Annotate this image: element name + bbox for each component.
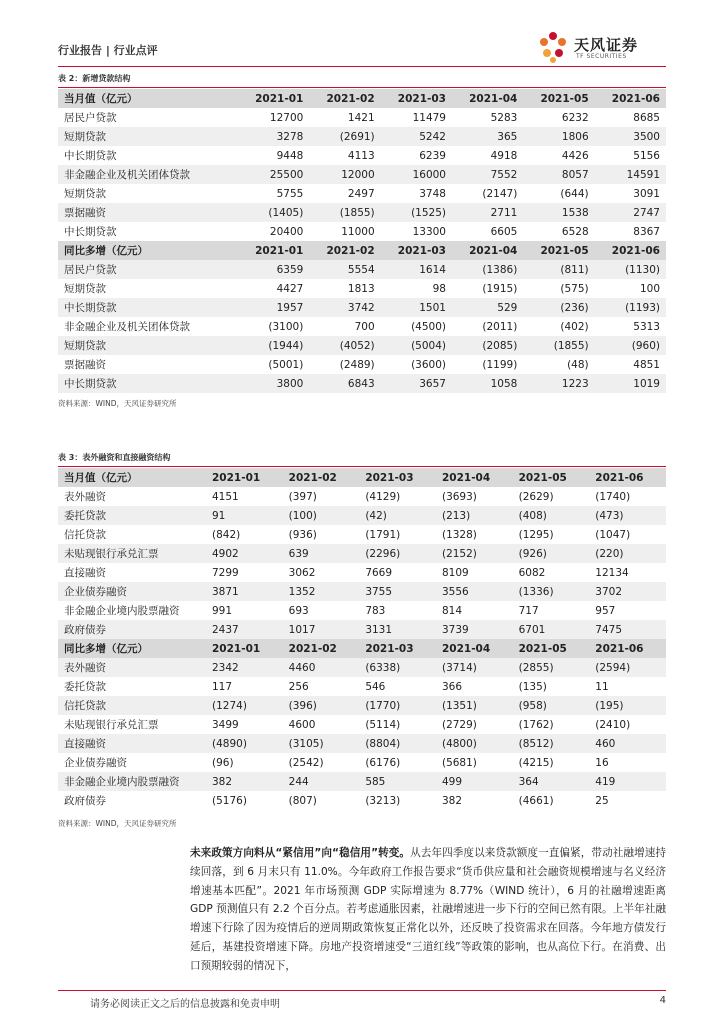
table-cell: (2855) <box>513 658 590 677</box>
table-row <box>58 677 666 696</box>
table-cell: 6528 <box>561 225 589 238</box>
table-cell: (1351) <box>436 696 513 715</box>
page-number: 4 <box>659 995 666 1006</box>
table-cell: (811) <box>523 260 594 279</box>
table-cell: (408) <box>513 506 590 525</box>
table-cell: (402) <box>560 320 589 333</box>
table-cell: (4500) <box>411 320 446 333</box>
table-cell: (4800) <box>436 734 513 753</box>
row-label: 短期贷款 <box>58 336 238 355</box>
table-cell: (3100) <box>268 320 304 333</box>
table-cell: (1915) <box>482 282 518 295</box>
table-cell: (1274) <box>206 696 283 715</box>
table-cell: 12134 <box>595 566 629 579</box>
table-cell: (236) <box>523 298 594 317</box>
table-cell: (5176) <box>212 794 247 807</box>
table-cell: 382 <box>206 772 283 791</box>
table-cell: 244 <box>283 772 360 791</box>
table-cell: 1352 <box>283 582 360 601</box>
table-cell: 3739 <box>436 620 513 639</box>
table-cell: (3105) <box>283 734 360 753</box>
table-cell: 5283 <box>490 111 518 124</box>
table-cell: (1295) <box>518 528 554 541</box>
table-cell: (2296) <box>359 544 436 563</box>
table-row <box>58 582 666 601</box>
table-cell: 4918 <box>490 149 518 162</box>
body-paragraph <box>190 844 666 976</box>
row-label: 信托贷款 <box>58 696 206 715</box>
table-cell: 11479 <box>412 111 446 124</box>
table2-source: 资料来源：WIND，天风证券研究所 <box>58 399 177 408</box>
table-cell: 5242 <box>381 127 452 146</box>
disclaimer-note: 请务必阅读正文之后的信息披露和免责申明 <box>90 999 280 1010</box>
table-cell: 98 <box>432 282 446 295</box>
table-cell: 3062 <box>288 566 316 579</box>
table-cell: 365 <box>452 127 523 146</box>
row-label: 未贴现银行承兑汇票 <box>64 719 159 731</box>
table3-top-rule <box>58 466 666 467</box>
table-cell: 3556 <box>436 582 513 601</box>
column-header: 2021-06 <box>589 468 666 487</box>
table-cell: 419 <box>589 772 666 791</box>
table-cell: 14591 <box>595 165 666 184</box>
table-cell: (4661) <box>518 794 554 807</box>
table-cell: 499 <box>436 772 513 791</box>
table-cell: 117 <box>212 680 233 693</box>
logo-subtitle: TF SECURITIES <box>576 53 627 60</box>
table-cell: (5114) <box>365 718 401 731</box>
table-row <box>58 336 666 355</box>
table-cell: (195) <box>589 696 666 715</box>
table-row <box>58 146 666 165</box>
table-cell: 693 <box>288 604 309 617</box>
table-row <box>58 108 666 127</box>
column-header: 2021-04 <box>452 89 523 108</box>
table-cell: (96) <box>212 756 234 769</box>
table-cell: (1855) <box>309 203 380 222</box>
table-cell: (5681) <box>441 756 477 769</box>
row-label: 非金融企业境内股票融资 <box>58 772 206 791</box>
table-cell: (4890) <box>206 734 283 753</box>
table-row <box>58 355 666 374</box>
table-cell: 3131 <box>359 620 436 639</box>
table-cell: 11000 <box>341 225 375 238</box>
table-cell: 7669 <box>365 566 393 579</box>
table-cell: (48) <box>567 358 589 371</box>
table-cell: 3742 <box>309 298 380 317</box>
table-cell: 100 <box>639 282 660 295</box>
row-label: 非金融企业境内股票融资 <box>64 605 180 617</box>
table-cell: 957 <box>595 604 616 617</box>
column-header: 2021-02 <box>283 639 360 658</box>
table-cell: (2011) <box>482 320 518 333</box>
table-cell: 1223 <box>523 374 594 393</box>
column-header: 2021-02 <box>309 241 380 260</box>
row-label: 企业债券融资 <box>58 582 206 601</box>
column-header: 2021-06 <box>589 639 666 658</box>
column-header: 2021-03 <box>359 468 436 487</box>
table-cell: (2489) <box>339 358 375 371</box>
row-label: 非金融企业及机关团体贷款 <box>64 321 190 333</box>
table-cell: (4215) <box>518 756 554 769</box>
table-cell: (2629) <box>518 490 554 503</box>
table-cell: 4600 <box>288 718 316 731</box>
table-row <box>58 772 666 791</box>
table-cell: 814 <box>441 604 463 617</box>
table-cell: 16000 <box>381 165 452 184</box>
table-cell: (4052) <box>309 336 380 355</box>
table-cell: (2152) <box>436 544 513 563</box>
column-header: 2021-05 <box>523 89 594 108</box>
row-label: 中长期贷款 <box>64 226 117 238</box>
table-cell: 7552 <box>452 165 523 184</box>
table-row <box>58 487 666 506</box>
table-cell: (42) <box>359 506 436 525</box>
paragraph-text: 从去年四季度以来贷款额度一直偏紧，带动社融增速持续回落，到 6 月末只有 11.0%。今年政府工作报告要求“货币供应量和社会融资规模增速与名义经济增速基本匹配”。2021 年市场预测 GDP 实际增速为 8.77%（WIND 统计），6 月的社融增速距离 GDP 预测值只有 2.2 个百分点。若考虑通胀因素，社融增速进一步下行的空间已然有限。上半年社融增速下行除了因为疫情后的逆周期政策恢复正常化以外，还反映了投资需求在回落。今年地方债发行延后，基建投资增速下降。房地产投资增速受“三道红线”等政策的影响，也从高位下行。在消费、出口预期较弱的情况下， <box>190 847 666 972</box>
column-header: 2021-03 <box>381 241 452 260</box>
table-row <box>58 601 666 620</box>
table-cell: (5004) <box>381 336 452 355</box>
table-cell: 1538 <box>523 203 594 222</box>
table-row <box>58 753 666 772</box>
table-cell: (6338) <box>359 658 436 677</box>
table-row <box>58 525 666 544</box>
table-cell: 4851 <box>633 358 660 371</box>
table-row <box>58 127 666 146</box>
table-row <box>58 298 666 317</box>
row-label: 短期贷款 <box>64 188 106 200</box>
table-cell: 7299 <box>212 566 239 579</box>
table-cell: (3213) <box>365 794 401 807</box>
table-row <box>58 203 666 222</box>
table-cell: 4460 <box>283 658 360 677</box>
row-label: 信托贷款 <box>64 529 106 541</box>
table-cell: (8512) <box>513 734 590 753</box>
row-label: 政府债券 <box>58 620 206 639</box>
table-cell: 3748 <box>419 187 446 200</box>
table-cell: (1770) <box>359 696 436 715</box>
table-cell: 25 <box>595 794 609 807</box>
table-cell: 1019 <box>595 374 666 393</box>
table-cell: 700 <box>354 320 375 333</box>
row-label: 票据融资 <box>64 359 106 371</box>
table-cell: 529 <box>452 298 523 317</box>
table-cell: 585 <box>359 772 436 791</box>
column-header: 2021-01 <box>238 241 309 260</box>
table-cell: 5755 <box>276 187 304 200</box>
table-row <box>58 544 666 563</box>
paragraph-lead: 未来政策方向料从“紧信用”向“稳信用”转变。 <box>190 847 411 859</box>
table-cell: (1386) <box>452 260 523 279</box>
table-cell: 6232 <box>561 111 589 124</box>
column-header: 2021-03 <box>381 89 452 108</box>
table-row <box>58 620 666 639</box>
table-cell: 12000 <box>309 165 380 184</box>
table-row <box>58 374 666 393</box>
row-label: 中长期贷款 <box>58 298 238 317</box>
table-cell: (4129) <box>365 490 401 503</box>
table-cell: (958) <box>513 696 590 715</box>
table-cell: 3657 <box>381 374 452 393</box>
row-label: 当月值（亿元） <box>58 89 238 108</box>
table-cell: (842) <box>212 528 241 541</box>
column-header: 2021-03 <box>359 639 436 658</box>
logo <box>536 30 666 64</box>
column-header: 2021-04 <box>452 241 523 260</box>
table3-source: 资料来源：WIND，天风证券研究所 <box>58 819 177 828</box>
table-cell: 3755 <box>359 582 436 601</box>
table-cell: 8109 <box>441 566 469 579</box>
table-cell: 8057 <box>523 165 594 184</box>
table-cell: (3600) <box>411 358 446 371</box>
column-header: 2021-04 <box>436 468 513 487</box>
table-cell: 717 <box>518 604 539 617</box>
table-cell: 1806 <box>523 127 594 146</box>
table-cell: (220) <box>589 544 666 563</box>
table-cell: (3693) <box>441 490 477 503</box>
breadcrumb: 行业报告 | 行业点评 <box>58 44 158 57</box>
table-header-row <box>58 241 666 260</box>
row-label: 当月值（亿元） <box>58 468 206 487</box>
table-cell: (1328) <box>441 528 477 541</box>
table-cell: 5554 <box>309 260 380 279</box>
table-cell: 3091 <box>633 187 660 200</box>
column-header: 2021-05 <box>513 468 590 487</box>
row-label: 委托贷款 <box>58 506 206 525</box>
table-row <box>58 696 666 715</box>
table-cell: 4902 <box>206 544 283 563</box>
table-cell: (644) <box>560 187 589 200</box>
table-cell: (2542) <box>288 756 324 769</box>
table-cell: 1058 <box>452 374 523 393</box>
table-cell: (926) <box>513 544 590 563</box>
table-cell: 4426 <box>561 149 589 162</box>
row-label: 票据融资 <box>58 203 238 222</box>
table-cell: (1855) <box>523 336 594 355</box>
table-cell: (2147) <box>482 187 518 200</box>
table-row <box>58 734 666 753</box>
table-cell: (396) <box>283 696 360 715</box>
table-cell: (807) <box>288 794 317 807</box>
table-cell: (1199) <box>482 358 518 371</box>
table-cell: (1944) <box>238 336 309 355</box>
table-cell: 6359 <box>238 260 309 279</box>
row-label: 直接融资 <box>64 567 106 579</box>
table-cell: (2594) <box>589 658 666 677</box>
table-cell: (1047) <box>595 528 631 541</box>
table-cell: 13300 <box>412 225 446 238</box>
table-cell: 366 <box>441 680 463 693</box>
row-label: 政府债券 <box>64 795 106 807</box>
table-cell: 6239 <box>419 149 446 162</box>
table-cell: (2691) <box>309 127 380 146</box>
table-cell: (473) <box>589 506 666 525</box>
table-cell: (575) <box>560 282 589 295</box>
footer-divider <box>58 990 666 991</box>
table-cell: (1193) <box>595 298 666 317</box>
table-row <box>58 791 666 810</box>
table-cell: (2085) <box>452 336 523 355</box>
table-cell: (1525) <box>381 203 452 222</box>
row-label: 同比多增（亿元） <box>58 639 206 658</box>
table-cell: 3278 <box>238 127 309 146</box>
table-cell: 2747 <box>595 203 666 222</box>
row-label: 短期贷款 <box>58 127 238 146</box>
table-cell: 1421 <box>347 111 375 124</box>
row-label: 居民户贷款 <box>58 260 238 279</box>
table-cell: 1813 <box>347 282 375 295</box>
table-cell: 20400 <box>269 225 304 238</box>
table-cell: 2437 <box>206 620 283 639</box>
table-cell: 91 <box>206 506 283 525</box>
column-header: 2021-06 <box>595 89 666 108</box>
row-label: 短期贷款 <box>64 283 106 295</box>
table-cell: 1614 <box>381 260 452 279</box>
table-cell: 25500 <box>238 165 309 184</box>
table-cell: 12700 <box>269 111 304 124</box>
table-cell: 546 <box>365 680 386 693</box>
table-cell: 382 <box>441 794 463 807</box>
table-cell: (1740) <box>595 490 631 503</box>
table-cell: (960) <box>595 336 666 355</box>
column-header: 2021-04 <box>436 639 513 658</box>
table-cell: 783 <box>365 604 386 617</box>
offbalance-direct-financing-table <box>58 468 666 810</box>
table-cell: (3714) <box>436 658 513 677</box>
table-cell: 1017 <box>283 620 360 639</box>
row-label: 委托贷款 <box>64 681 106 693</box>
column-header: 2021-05 <box>523 241 594 260</box>
table-row <box>58 184 666 203</box>
table-cell: (6176) <box>365 756 401 769</box>
table-cell: 16 <box>595 756 609 769</box>
table-cell: 1957 <box>238 298 309 317</box>
table-cell: (397) <box>288 490 317 503</box>
row-label: 非金融企业及机关团体贷款 <box>58 165 238 184</box>
table-cell: 256 <box>288 680 309 693</box>
row-label: 未贴现银行承兑汇票 <box>58 544 206 563</box>
table3-title: 表 3：表外融资和直接融资结构 <box>58 453 171 462</box>
table-row <box>58 715 666 734</box>
table-cell: 2497 <box>347 187 375 200</box>
table-cell: (2729) <box>441 718 477 731</box>
table-cell: (135) <box>518 680 547 693</box>
table-row <box>58 222 666 241</box>
table-cell: 7475 <box>589 620 666 639</box>
row-label: 中长期贷款 <box>64 150 117 162</box>
logo-icon <box>536 30 570 64</box>
table-row <box>58 317 666 336</box>
table-cell: 460 <box>589 734 666 753</box>
table-cell: (1791) <box>365 528 401 541</box>
table-row <box>58 658 666 677</box>
table-cell: (2410) <box>595 718 631 731</box>
table-cell: 6082 <box>518 566 546 579</box>
table-cell: 1501 <box>381 298 452 317</box>
table-cell: 4427 <box>276 282 304 295</box>
table2-top-rule <box>58 87 666 88</box>
row-label: 表外融资 <box>64 491 106 503</box>
table-cell: (1405) <box>238 203 309 222</box>
table-cell: 8685 <box>633 111 660 124</box>
table-cell: 364 <box>513 772 590 791</box>
row-label: 表外融资 <box>58 658 206 677</box>
column-header: 2021-05 <box>513 639 590 658</box>
logo-name: 天风证券 <box>574 36 639 54</box>
table-cell: (8804) <box>359 734 436 753</box>
table-cell: 991 <box>212 604 233 617</box>
table-cell: (1762) <box>518 718 554 731</box>
loan-structure-table <box>58 89 666 393</box>
row-label: 企业债券融资 <box>64 757 127 769</box>
row-label: 同比多增（亿元） <box>58 241 238 260</box>
table-cell: 3702 <box>589 582 666 601</box>
column-header: 2021-02 <box>309 89 380 108</box>
column-header: 2021-01 <box>238 89 309 108</box>
table-header-row <box>58 639 666 658</box>
table-header-row <box>58 468 666 487</box>
table-cell: 2711 <box>452 203 523 222</box>
table-cell: 8367 <box>633 225 660 238</box>
table-cell: (5001) <box>268 358 304 371</box>
column-header: 2021-06 <box>595 241 666 260</box>
table-cell: 3800 <box>238 374 309 393</box>
table-cell: (100) <box>283 506 360 525</box>
table-cell: 9448 <box>276 149 304 162</box>
table-cell: 5156 <box>633 149 660 162</box>
table-header-row <box>58 89 666 108</box>
column-header: 2021-02 <box>283 468 360 487</box>
table-cell: 11 <box>595 680 609 693</box>
table-cell: (936) <box>288 528 317 541</box>
table-cell: (1130) <box>595 260 666 279</box>
table-cell: (1336) <box>513 582 590 601</box>
table-cell: 639 <box>283 544 360 563</box>
column-header: 2021-01 <box>206 639 283 658</box>
page-header <box>58 30 666 66</box>
table-cell: (213) <box>436 506 513 525</box>
table-cell: 3500 <box>595 127 666 146</box>
table-cell: 4151 <box>212 490 239 503</box>
table-row <box>58 260 666 279</box>
table-cell: 6701 <box>513 620 590 639</box>
table-row <box>58 506 666 525</box>
table-cell: 2342 <box>206 658 283 677</box>
header-divider <box>58 66 666 67</box>
row-label: 居民户贷款 <box>64 112 117 124</box>
table-cell: 6843 <box>309 374 380 393</box>
column-header: 2021-01 <box>206 468 283 487</box>
table-cell: 3871 <box>206 582 283 601</box>
row-label: 中长期贷款 <box>58 374 238 393</box>
table-row <box>58 563 666 582</box>
table-cell: 6605 <box>490 225 518 238</box>
table-cell: 4113 <box>347 149 375 162</box>
row-label: 直接融资 <box>58 734 206 753</box>
table2-title: 表 2：新增贷款结构 <box>58 74 131 83</box>
table-cell: 5313 <box>633 320 660 333</box>
table-cell: 3499 <box>212 718 239 731</box>
table-row <box>58 279 666 298</box>
table-row <box>58 165 666 184</box>
